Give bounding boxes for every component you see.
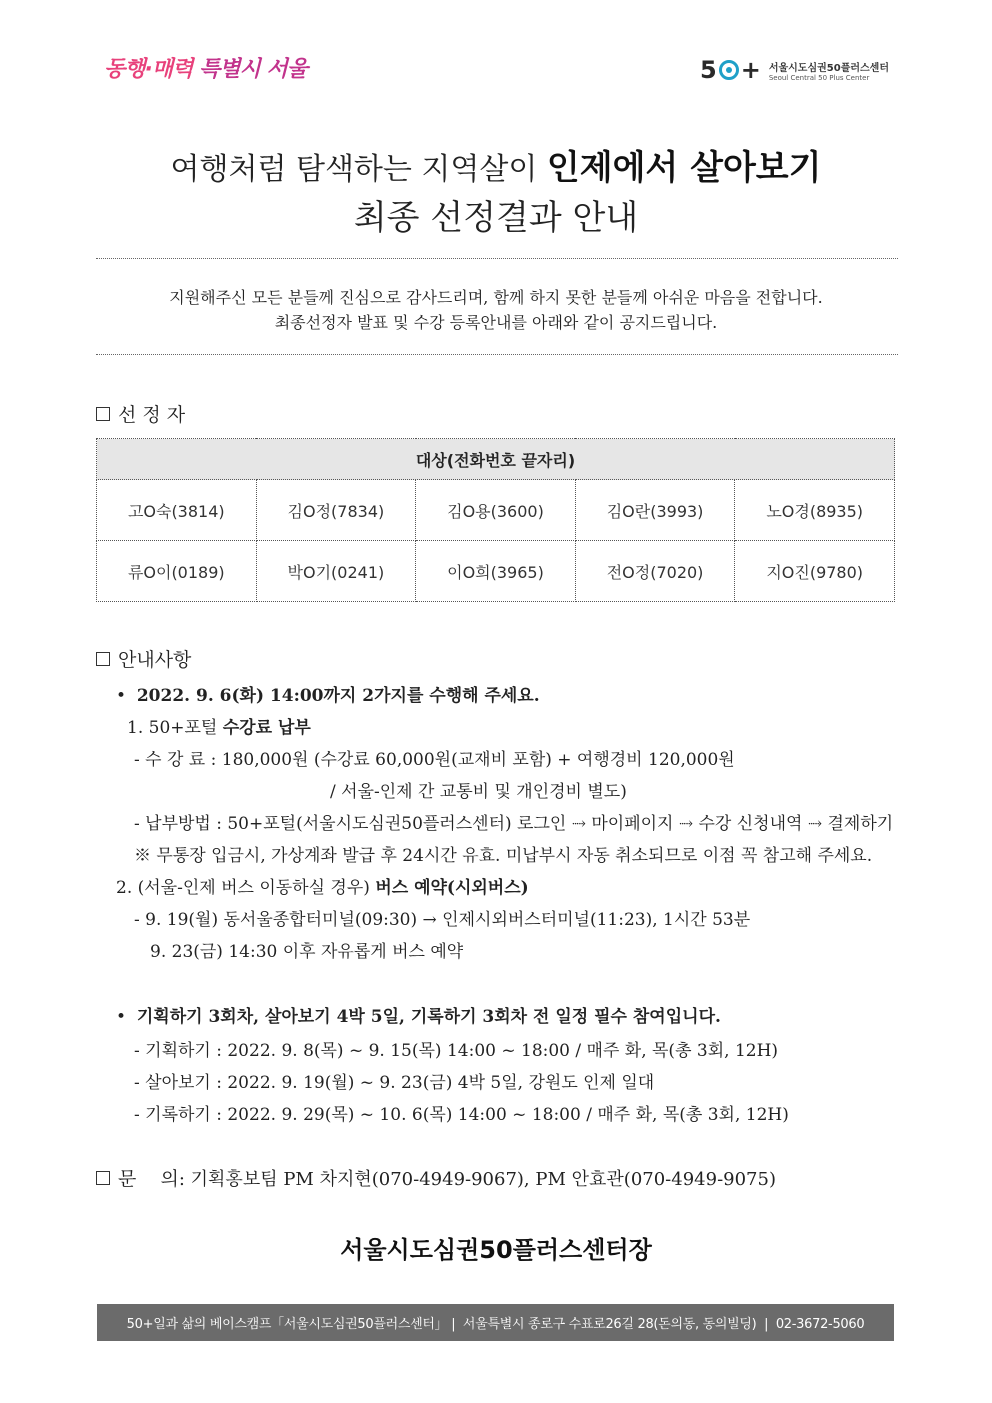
fee-line2: / 서울-인제 간 교통비 및 개인경비 별도) (330, 782, 627, 802)
bullet-dot-icon: • (116, 1007, 137, 1027)
notice-heading (96, 645, 191, 672)
table-header-row (97, 439, 895, 480)
payment-method-line: - 납부방법 : 50+포털(서울시도심권50플러스센터) 로그인 ⤑ 마이페이지 ⤑ 수강 신청내역 ⤑ 결제하기 (134, 814, 894, 834)
bullet-deadline-text: 2022. 9. 6(화) 14:00까지 2가지를 수행해 주세요. (136, 686, 540, 706)
table-cell: 류O이(0189) (97, 541, 257, 602)
table-row (97, 480, 895, 541)
ring-icon (719, 60, 739, 80)
selected-heading-text: 선 정 자 (118, 404, 186, 426)
logo-mark-plus: + (740, 56, 761, 84)
table-cell: 고O숙(3814) (97, 480, 257, 541)
table-cell: 이O희(3965) (416, 541, 576, 602)
bullet-attendance (116, 1002, 721, 1027)
table-cell: 김O정(7834) (256, 480, 416, 541)
schedule-living: - 살아보기 : 2022. 9. 19(월) ~ 9. 23(금) 4박 5일, 강원도 인제 일대 (134, 1073, 655, 1093)
bullet-attendance-text: 기획하기 3회차, 살아보기 4박 5일, 기록하기 3회차 전 일정 필수 참여입니다. (136, 1007, 721, 1027)
schedule-plan: - 기획하기 : 2022. 9. 8(목) ~ 9. 15(목) 14:00 ~ 18:00 / 매주 화, 목(총 3회, 12H) (134, 1041, 779, 1061)
page-title-line1 (0, 140, 992, 189)
fee-line1: - 수 강 료 : 180,000원 (수강료 60,000원(교재비 포함) + 여행경비 120,000원 (134, 750, 735, 770)
footer-text: 50+일과 삶의 베이스캠프「서울시도심권50플러스센터」 | 서울특별시 종로구 수표로26길 28(돈의동, 동의빌딩) | 02-3672-5060 (126, 1317, 865, 1332)
footer-bar (97, 1304, 894, 1341)
item-portal-payment (127, 713, 311, 738)
center-logo (700, 56, 889, 84)
item1-prefix: 1. 50+포털 (127, 718, 223, 738)
intro-line2: 최종선정자 발표 및 수강 등록안내를 아래와 같이 공지드립니다. (274, 313, 718, 332)
page-title-line2: 최종 선정결과 안내 (353, 198, 639, 238)
checkbox-square-icon (96, 1171, 110, 1185)
table-header: 대상(전화번호 끝자리) (97, 439, 895, 480)
table-cell: 노O경(8935) (735, 480, 895, 541)
checkbox-square-icon (96, 407, 110, 421)
checkbox-square-icon (96, 652, 110, 666)
bus-line2: 9. 23(금) 14:30 이후 자유롭게 버스 예약 (150, 942, 464, 962)
contact-text: : 기획홍보팀 PM 차지현(070-4949-9067), PM 안효관(070-4949-9075) (178, 1168, 776, 1190)
intro-line1: 지원해주신 모든 분들께 진심으로 감사드리며, 함께 하지 못한 분들께 아쉬운 마음을 전합니다. (169, 288, 823, 307)
selected-heading (96, 400, 185, 427)
bullet-dot-icon: • (116, 686, 137, 706)
issuer-signature: 서울시도심권50플러스센터장 (340, 1236, 652, 1264)
table-cell: 김O란(3993) (575, 480, 735, 541)
title-prefix: 여행처럼 탐색하는 지역살이 (170, 152, 547, 187)
item2-prefix: 2. (서울-인제 버스 이동하실 경우) (116, 878, 376, 898)
logo-mark-five: 5 (700, 56, 717, 84)
table-cell: 전O정(7020) (575, 541, 735, 602)
schedule-record: - 기록하기 : 2022. 9. 29(목) ~ 10. 6(목) 14:00 ~ 18:00 / 매주 화, 목(총 3회, 12H) (134, 1105, 789, 1125)
note-line: ※ 무통장 입금시, 가상계좌 발급 후 24시간 유효. 미납부시 자동 취소되므로 이점 꼭 참고해 주세요. (134, 846, 873, 866)
divider-top (96, 258, 898, 259)
center-name-korean: 서울시도심권50플러스센터 (768, 62, 889, 74)
center-name-english: Seoul Central 50 Plus Center (768, 73, 870, 82)
item-bus-reservation (116, 873, 529, 898)
logo-left-part2: 특별시 서울 (199, 57, 307, 82)
contact-line (96, 1164, 776, 1191)
bus-line1: - 9. 19(월) 동서울종합터미널(09:30) → 인제시외버스터미널(11:23), 1시간 53분 (134, 910, 751, 930)
item1-bold: 수강료 납부 (222, 718, 311, 738)
fifty-plus-mark (700, 56, 761, 84)
table-cell: 박O기(0241) (256, 541, 416, 602)
table-row (97, 541, 895, 602)
logo-left-part1: 동행·매력 (104, 57, 193, 82)
table-cell: 김O용(3600) (416, 480, 576, 541)
divider-bottom (96, 354, 898, 355)
selected-table (96, 438, 895, 602)
notice-heading-text: 안내사항 (118, 649, 192, 671)
contact-label: 문 의 (118, 1168, 179, 1190)
item2-bold: 버스 예약(시외버스) (375, 878, 529, 898)
title-bold: 인제에서 살아보기 (546, 148, 822, 188)
table-cell: 지O진(9780) (735, 541, 895, 602)
seoul-city-logo (104, 52, 307, 83)
bullet-deadline (116, 681, 540, 706)
